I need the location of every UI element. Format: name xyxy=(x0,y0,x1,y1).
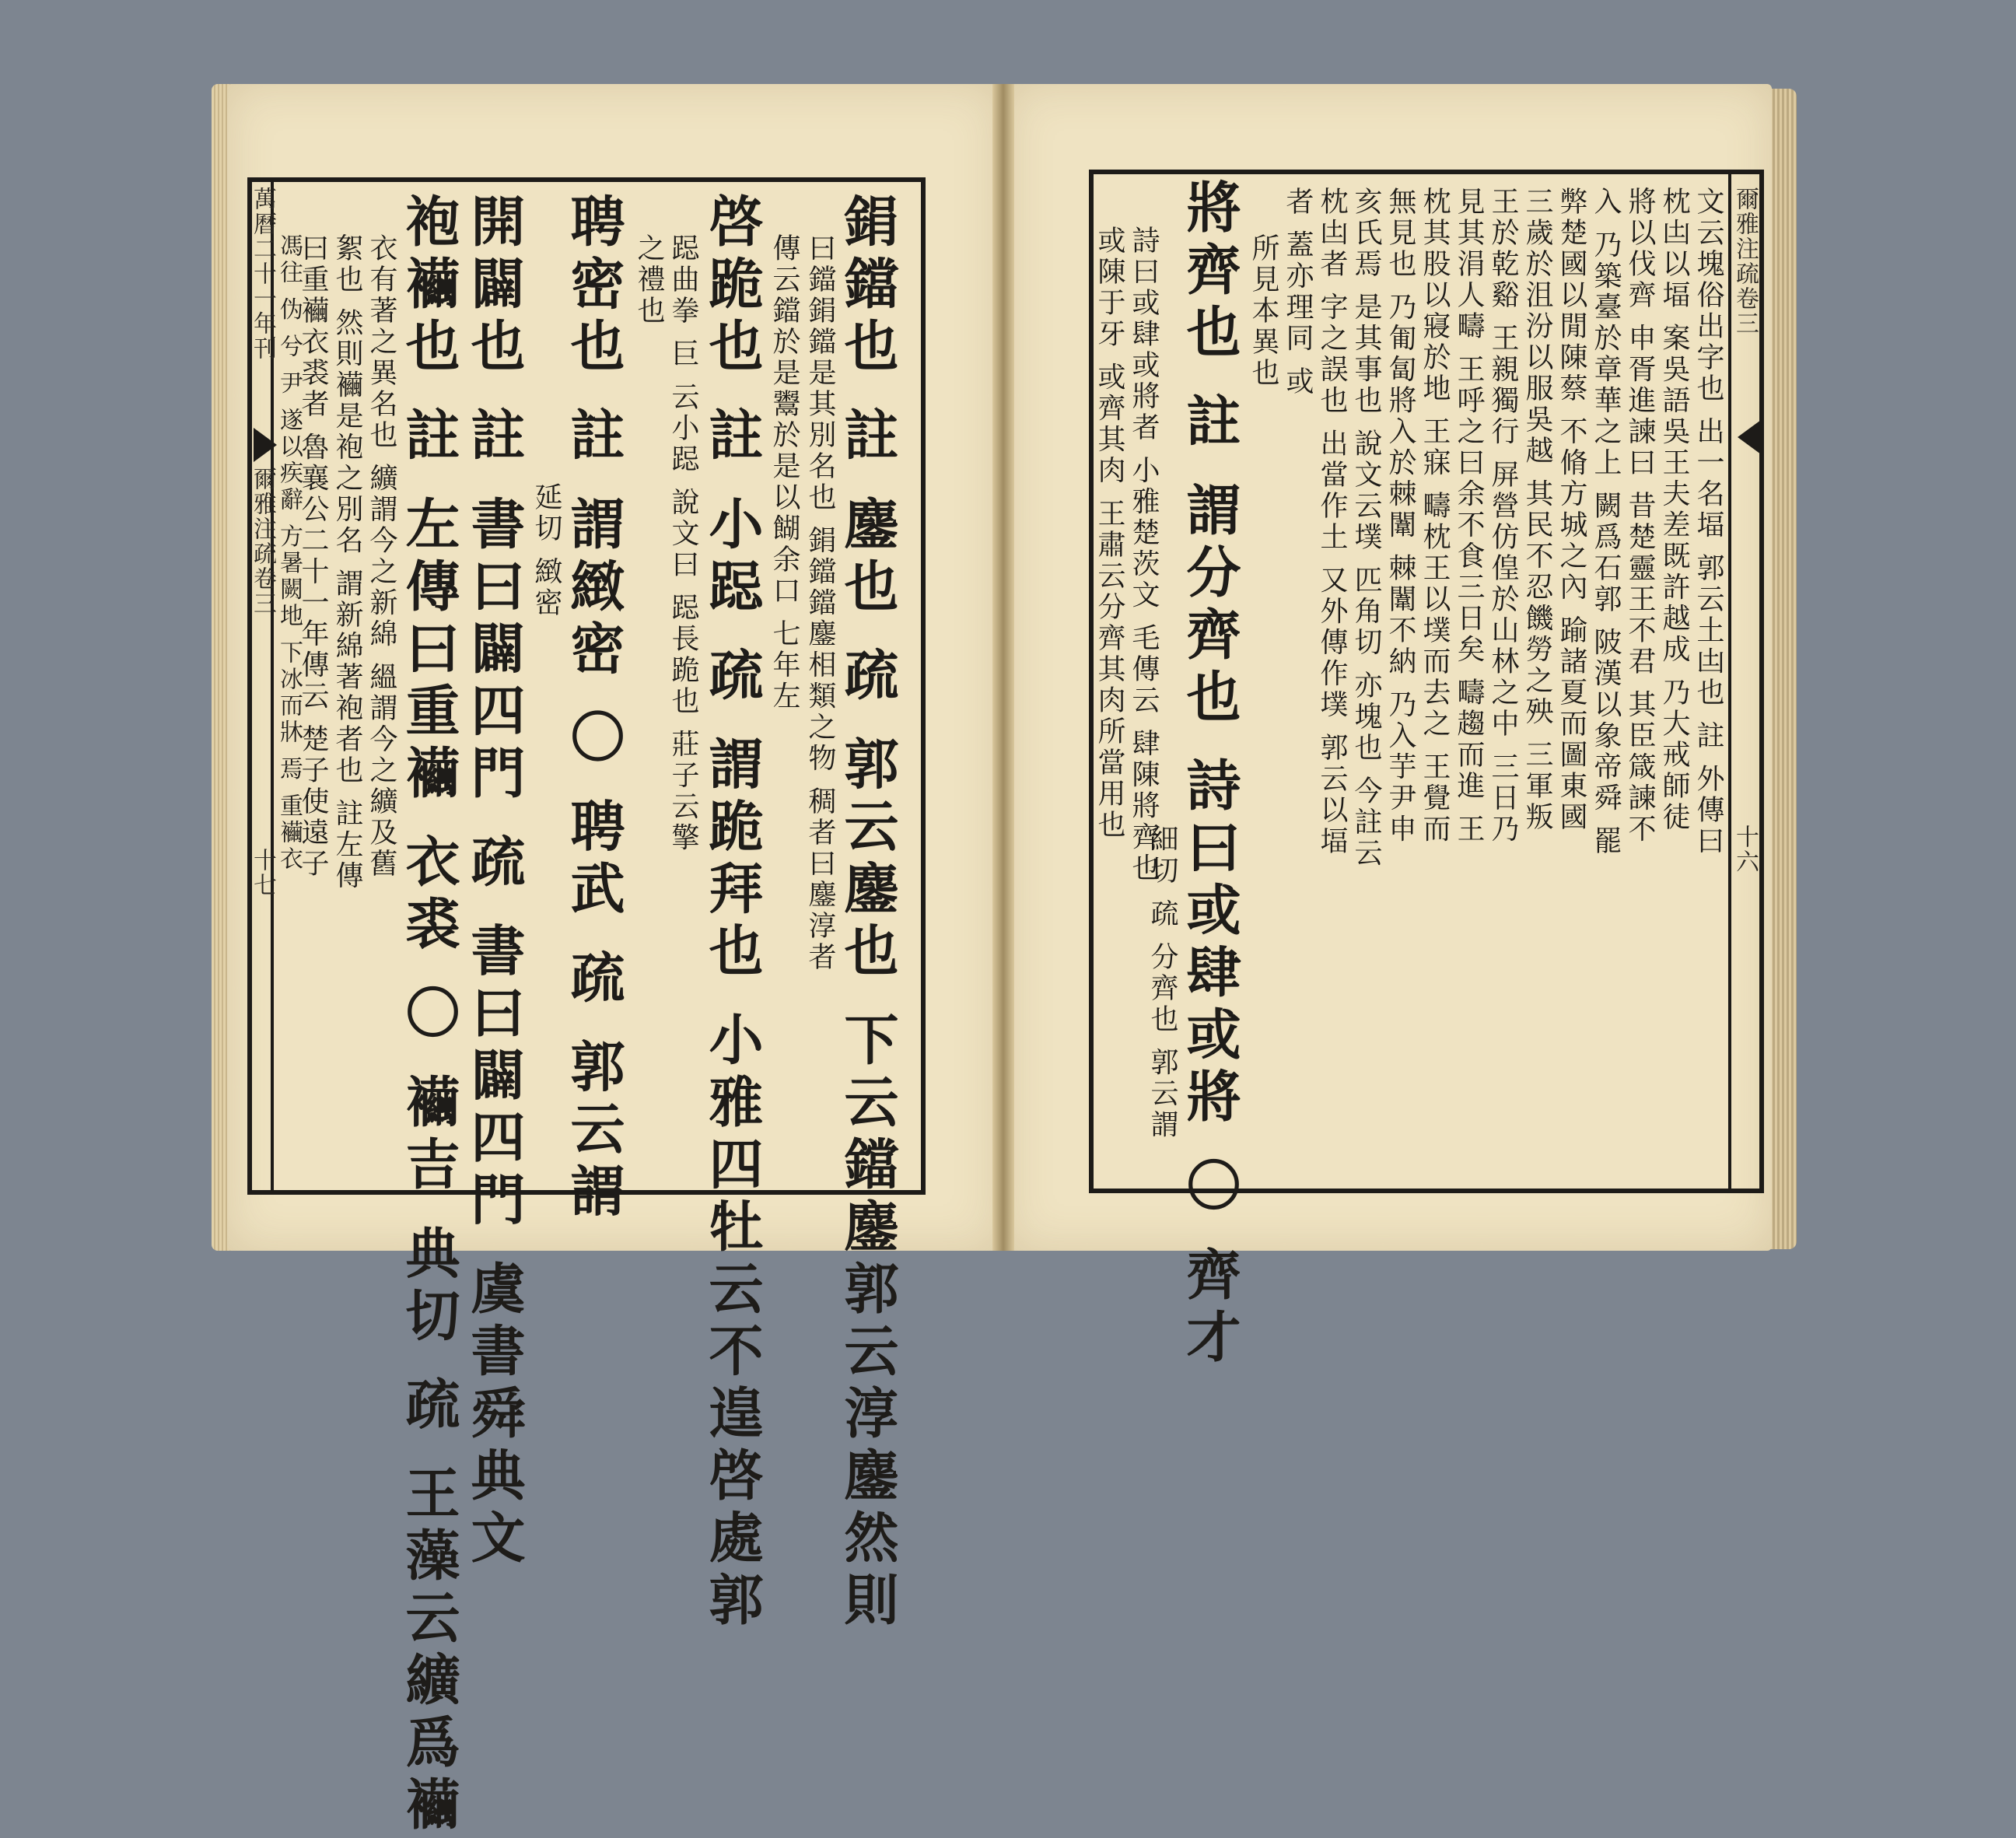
right-col-13: 者 蓋亦理同 或 xyxy=(1282,187,1314,397)
left-col-11: 衣有著之異名也 纊謂今之新綿 縕謂今之纊及舊 xyxy=(366,233,397,880)
book-gutter xyxy=(992,84,1014,1251)
right-col-15: 將齊也 註 謂分齊也 詩曰或肆或將 〇 齊才 xyxy=(1178,179,1242,1371)
right-col-2: 枕凷以堛 案吳語吳王夫差既許越成 乃大戒師徒 xyxy=(1658,187,1690,833)
right-col-18: 或陳于牙 或齊其肉 王肅云分齊其肉所當用也 xyxy=(1094,226,1125,841)
right-col-17: 詩曰或肆或將者 小雅楚茨文 毛傳云 肆陳將齊也 xyxy=(1128,226,1160,884)
right-col-8: 見其涓人疇 王呼之曰余不食三日矣 疇趨而進 王 xyxy=(1453,187,1485,845)
left-col-4: 啓跪也 註 小跽 疏 謂跪拜也 小雅四牡云不遑啓處郭 xyxy=(700,193,765,1633)
fish-tail-mark-left xyxy=(254,428,277,462)
left-col-13: 曰重襺衣裘者 魯襄公二十一年傳云 楚子使遠子 xyxy=(297,233,329,880)
left-col-12: 絮也 然則襺是袍之別名 謂新綿著袍者也 註左傳 xyxy=(331,233,363,892)
left-margin-page-number: 十七 xyxy=(249,848,276,898)
right-col-16: 細切 疏 分齊也 郭云謂 xyxy=(1146,824,1178,1141)
right-col-5: 弊楚國以閒陳蔡 不脩方城之內 踰諸夏而圖東國 xyxy=(1556,187,1587,833)
right-col-4: 入 乃築臺於章華之上 闕爲石郭 陂漢以象帝舜 罷 xyxy=(1590,187,1622,857)
left-col-2: 曰鐺鋗鐺是其別名也 鋗鐺鐺鏖相類之物 稠者曰鏖淳者 xyxy=(804,233,836,973)
left-col-14: 馮往 伪 兮 尹 遂以疾辭 方暑闕地 下冰而牀 焉 重襺衣 xyxy=(275,233,303,873)
right-col-14: 所見本異也 xyxy=(1248,233,1279,389)
left-col-6: 之禮也 xyxy=(633,233,665,327)
left-col-9: 開闢也 註 書曰闢四門 疏 書曰闢四門 虞書舜典文 xyxy=(462,193,527,1571)
left-col-7: 聘密也 註 謂緻密 〇 聘武 疏 郭云謂 xyxy=(562,193,626,1225)
right-col-11: 亥氏焉 是其事也 說文云墣 匹角切 亦塊也 今註云 xyxy=(1350,187,1382,870)
right-col-10: 無見也 乃匍匐將入於棘闈 棘闈不納 乃入芋尹申 xyxy=(1384,187,1416,845)
left-margin-title: 爾雅注疏卷三 xyxy=(249,467,276,616)
left-col-8: 延切 緻密 xyxy=(530,482,562,619)
left-col-1: 鋗鐺也 註 鏖也 疏 郭云鏖也 下云鐺鏖郭云淳鏖然則 xyxy=(835,193,900,1633)
fish-tail-mark-right xyxy=(1738,420,1761,454)
right-margin-header: 爾雅注疏卷三 xyxy=(1731,187,1759,336)
right-col-7: 王於乾谿 王親獨行 屏營仿偟於山林之中 三日乃 xyxy=(1487,187,1519,845)
left-col-10: 袍襺也 註 左傳曰重襺 衣裘 〇 襺吉 典切 疏 王藻云纊爲襺 xyxy=(397,193,461,1838)
left-col-3: 傳云鐺於是鬻於是以餬余口 七年左 xyxy=(768,233,800,712)
right-col-3: 將以伐齊 申胥進諫曰 昔楚靈王不君 其臣箴諫不 xyxy=(1624,187,1656,845)
right-col-6: 三歲於沮汾以服吳越 其民不忍饑勞之殃 三軍叛 xyxy=(1521,187,1553,833)
right-margin-page-number: 十六 xyxy=(1731,824,1759,874)
right-col-1: 文云塊俗出字也 出一名堛 郭云土凷也 註 外傳曰 xyxy=(1692,187,1724,857)
left-col-5: 跽曲拳 巨 云小跽 說文曰 跽長跪也 莊子云擎 xyxy=(667,233,699,854)
left-margin-header: 萬曆二十一年刊 xyxy=(249,187,276,361)
right-col-12: 枕凷者 字之誤也 出當作土 又外傳作墣 郭云以堛 xyxy=(1316,187,1348,857)
right-col-9: 枕其股以寢於地 王寐 疇枕王以墣而去之 王覺而 xyxy=(1419,187,1451,845)
